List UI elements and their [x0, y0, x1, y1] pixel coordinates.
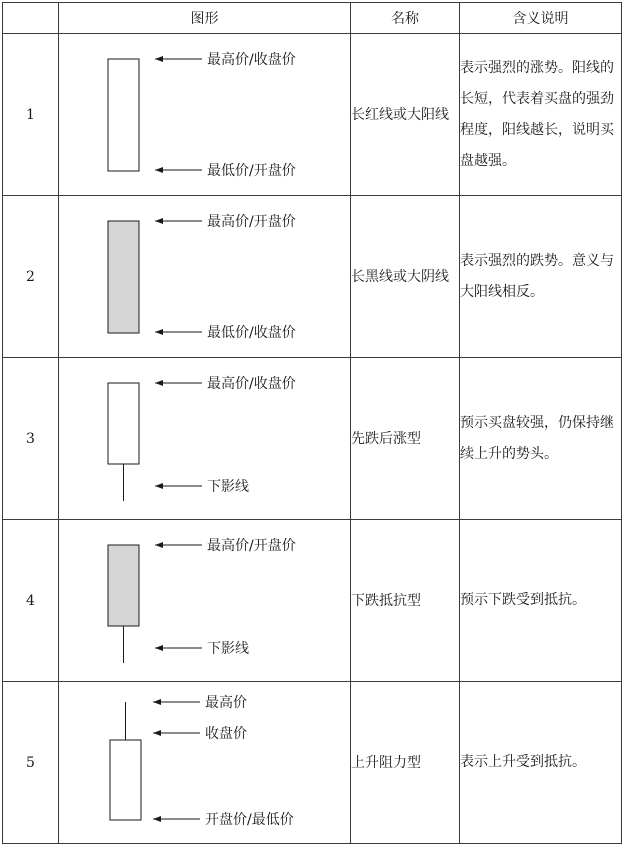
- candlestick-figure: [59, 358, 351, 520]
- arrow-head: [155, 56, 163, 62]
- pattern-meaning: 表示强烈的跌势。意义与大阳线相反。: [460, 196, 622, 358]
- candlestick-table: [2, 2, 622, 844]
- row-index: 2: [3, 196, 59, 358]
- header-name: 名称: [351, 3, 460, 34]
- table-row: [3, 520, 622, 682]
- pattern-meaning: 预示下跌受到抵抗。: [460, 520, 622, 682]
- pattern-name: 长黑线或大阴线: [351, 196, 460, 358]
- label-top: 最高价/收盘价: [207, 376, 296, 392]
- candlestick-figure: [59, 520, 351, 682]
- label-bottom: 开盘价/最低价: [205, 812, 294, 828]
- candlestick-figure: [59, 34, 351, 196]
- candlestick-diagram-3: [59, 358, 351, 519]
- label-top: 最高价/开盘价: [207, 214, 296, 230]
- candle-body: [108, 221, 139, 333]
- arrow-head: [153, 730, 161, 736]
- table-row: [3, 196, 622, 358]
- arrow-head: [155, 167, 163, 173]
- candlestick-figure: [59, 196, 351, 358]
- pattern-meaning: 预示买盘较强，仍保持继续上升的势头。: [460, 358, 622, 520]
- arrow-head: [155, 645, 163, 651]
- arrow-head: [155, 380, 163, 386]
- row-index: 1: [3, 34, 59, 196]
- label-bottom: 最低价/收盘价: [207, 325, 296, 341]
- candlestick-diagram-1: [59, 34, 351, 195]
- row-index: 4: [3, 520, 59, 682]
- candlestick-diagram-4: [59, 520, 351, 681]
- table-row: [3, 682, 622, 844]
- pattern-name: 长红线或大阳线: [351, 34, 460, 196]
- header-index: [3, 3, 59, 34]
- label-middle: 收盘价: [205, 726, 247, 742]
- candle-body: [108, 383, 139, 464]
- row-index: 5: [3, 682, 59, 844]
- candlestick-diagram-5: [59, 682, 351, 843]
- candle-body: [108, 59, 139, 171]
- label-top: 最高价/收盘价: [207, 52, 296, 68]
- label-top: 最高价: [205, 695, 247, 711]
- table-header-row: [3, 3, 622, 34]
- arrow-head: [155, 542, 163, 548]
- label-bottom: 下影线: [207, 479, 249, 495]
- arrow-head: [155, 329, 163, 335]
- label-bottom: 最低价/开盘价: [207, 163, 296, 179]
- candlestick-diagram-2: [59, 196, 351, 357]
- candle-body: [110, 740, 141, 820]
- header-meaning: 含义说明: [460, 3, 622, 34]
- label-bottom: 下影线: [207, 641, 249, 657]
- pattern-name: 上升阻力型: [351, 682, 460, 844]
- pattern-meaning: 表示上升受到抵抗。: [460, 682, 622, 844]
- pattern-meaning: 表示强烈的涨势。阳线的长短，代表着买盘的强劲程度，阳线越长，说明买盘越强。: [460, 34, 622, 196]
- arrow-head: [155, 218, 163, 224]
- label-top: 最高价/开盘价: [207, 538, 296, 554]
- candlestick-figure: [59, 682, 351, 844]
- table-row: [3, 358, 622, 520]
- header-figure: 图形: [59, 3, 351, 34]
- pattern-name: 下跌抵抗型: [351, 520, 460, 682]
- pattern-name: 先跌后涨型: [351, 358, 460, 520]
- arrow-head: [153, 816, 161, 822]
- table-row: [3, 34, 622, 196]
- candle-body: [108, 545, 139, 626]
- arrow-head: [153, 699, 161, 705]
- arrow-head: [155, 483, 163, 489]
- row-index: 3: [3, 358, 59, 520]
